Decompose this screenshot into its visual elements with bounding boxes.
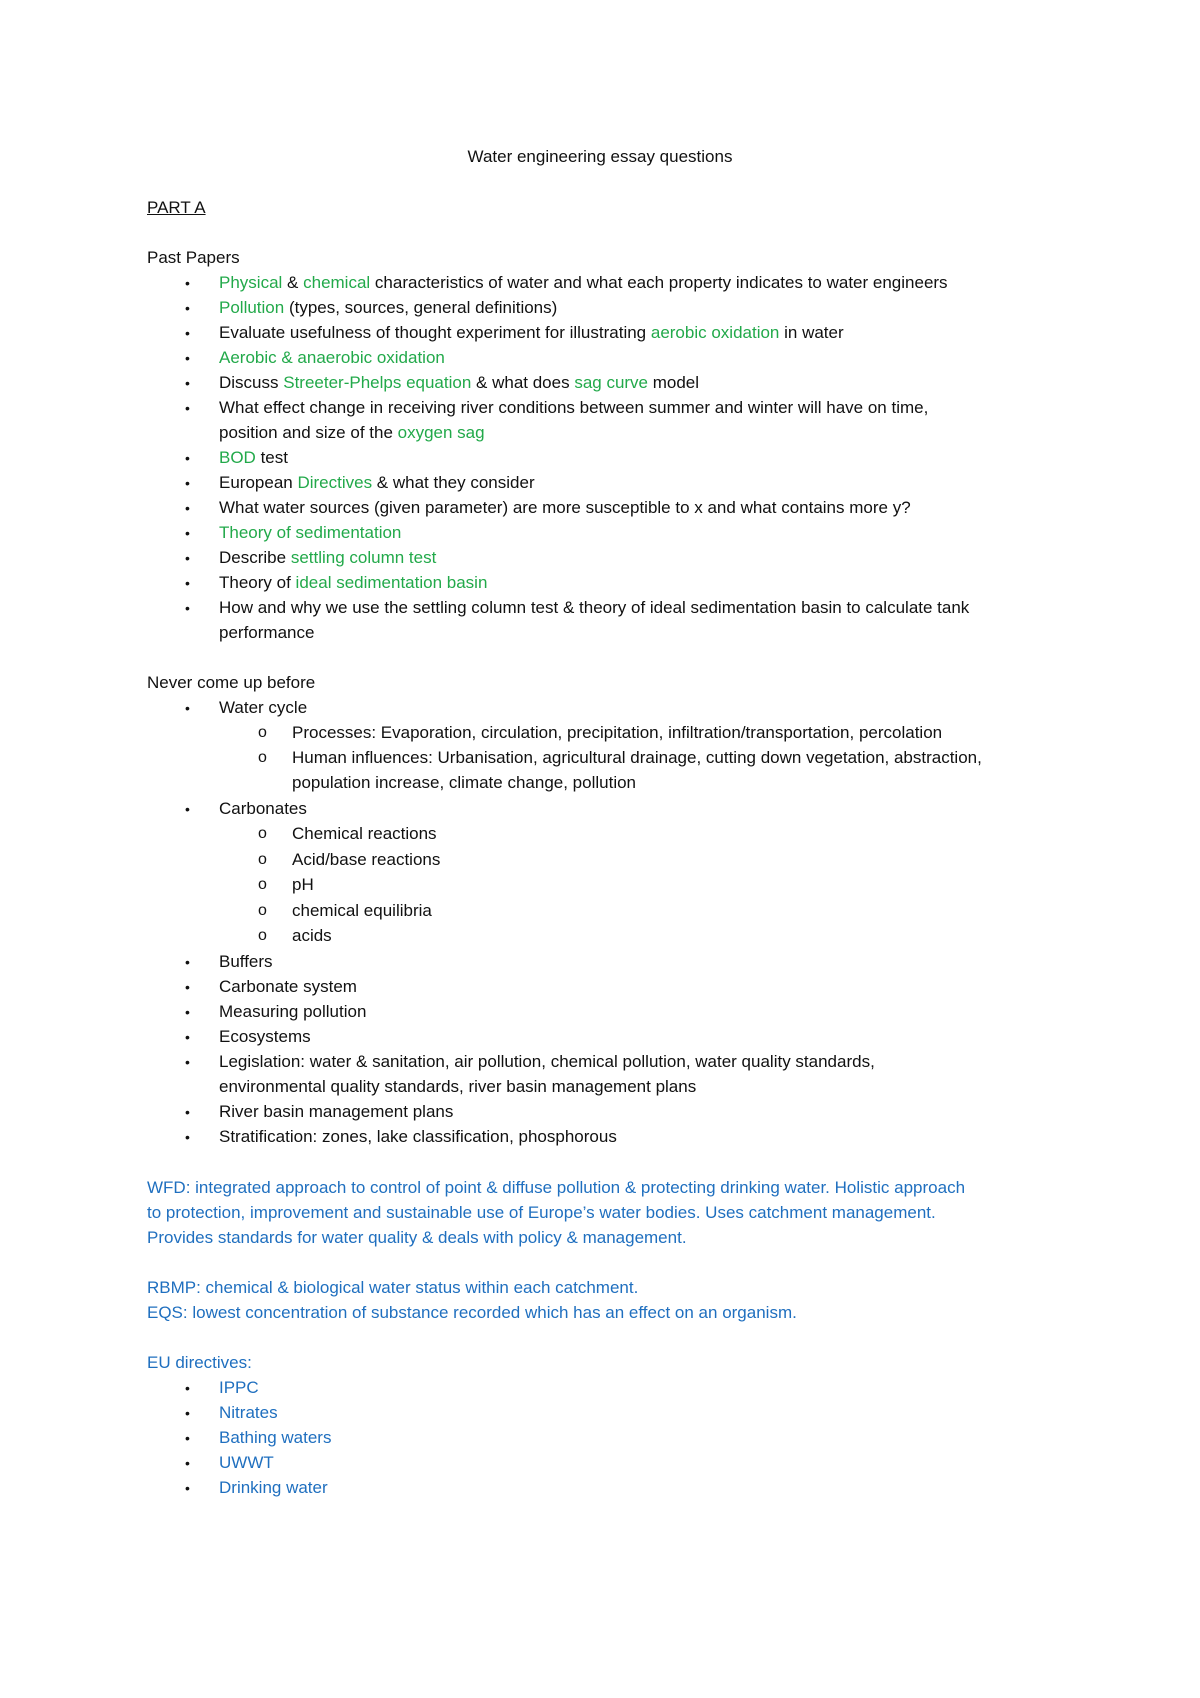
list-item — [219, 372, 699, 394]
text-segment: What effect change in receiving river conditions between summer and winter will have on time, — [219, 398, 929, 417]
highlighted-term: Aerobic & anaerobic oxidation — [219, 348, 445, 367]
highlighted-term: Theory of sedimentation — [219, 523, 402, 542]
text-segment: Describe — [219, 548, 291, 567]
past-papers-heading: Past Papers — [147, 248, 240, 267]
bullet-icon: • — [185, 1054, 190, 1070]
list-item — [219, 572, 487, 594]
highlighted-term: settling column test — [290, 548, 437, 567]
bullet-icon: • — [185, 954, 190, 970]
sub-bullet-icon: o — [258, 850, 267, 868]
bullet-icon: • — [185, 500, 190, 516]
text-segment: & what does — [471, 373, 575, 392]
highlighted-term: sag curve — [574, 373, 649, 392]
list-item: environmental quality standards, river basin management plans — [219, 1077, 697, 1096]
sub-list-item: population increase, climate change, pollution — [292, 773, 637, 792]
list-item-carbonates: Carbonates — [219, 799, 307, 818]
rbmp-line: RBMP: chemical & biological water status within each catchment. — [147, 1278, 639, 1297]
bullet-icon: • — [185, 400, 190, 416]
list-item: River basin management plans — [219, 1102, 454, 1121]
bullet-icon: • — [185, 550, 190, 566]
bullet-icon: • — [185, 525, 190, 541]
bullet-icon: • — [185, 1029, 190, 1045]
bullet-icon: • — [185, 275, 190, 291]
list-item — [219, 322, 844, 344]
text-segment: Theory of — [219, 573, 296, 592]
list-item: Ecosystems — [219, 1027, 311, 1046]
list-item — [219, 522, 401, 544]
sub-list-item: chemical equilibria — [292, 900, 432, 920]
highlighted-term: aerobic oxidation — [650, 323, 780, 342]
bullet-icon: • — [185, 1455, 190, 1471]
bullet-icon: • — [185, 350, 190, 366]
bullet-icon: • — [185, 575, 190, 591]
sub-bullet-icon: o — [258, 724, 267, 741]
list-item — [219, 272, 948, 294]
list-item — [219, 347, 445, 369]
sub-bullet-icon: o — [258, 749, 267, 766]
highlighted-term: chemical — [303, 273, 371, 292]
text-segment: in water — [779, 323, 844, 342]
highlighted-term: ideal sedimentation basin — [295, 573, 488, 592]
sub-bullet-icon: o — [258, 876, 267, 893]
eqs-line: EQS: lowest concentration of substance recorded which has an effect on an organism. — [147, 1303, 797, 1322]
sub-bullet-icon: o — [258, 927, 267, 944]
bullet-icon: • — [185, 979, 190, 995]
wfd-line: WFD: integrated approach to control of point & diffuse pollution & protecting drinking water. Holistic approach — [147, 1178, 966, 1197]
highlighted-term: Physical — [219, 273, 283, 292]
bullet-icon: • — [185, 325, 190, 341]
eu-directives-heading: EU directives: — [147, 1353, 252, 1372]
highlighted-term: oxygen sag — [397, 423, 485, 442]
text-segment: & — [282, 273, 304, 292]
bullet-icon: • — [185, 1129, 190, 1145]
list-item-water-cycle: Water cycle — [219, 698, 308, 717]
list-item — [219, 497, 911, 519]
text-segment: model — [648, 373, 700, 392]
highlighted-term: Streeter-Phelps equation — [283, 373, 472, 392]
list-item: Stratification: zones, lake classification, phosphorous — [219, 1127, 617, 1146]
text-segment: European — [219, 473, 298, 492]
part-a-heading: PART A — [147, 198, 206, 217]
never-come-up-heading: Never come up before — [147, 673, 316, 692]
bullet-icon: • — [185, 375, 190, 391]
bullet-icon: • — [185, 1480, 190, 1496]
list-item: Buffers — [219, 952, 273, 971]
list-item — [219, 297, 557, 319]
list-item — [219, 547, 436, 569]
wfd-line: Provides standards for water quality & deals with policy & management. — [147, 1228, 687, 1247]
sub-list-item: Acid/base reactions — [292, 849, 441, 869]
text-segment: position and size of the — [219, 423, 398, 442]
sub-list-item: Processes: Evaporation, circulation, precipitation, infiltration/transportation, percolation — [292, 723, 943, 742]
bullet-icon: • — [185, 450, 190, 466]
list-item: Legislation: water & sanitation, air pollution, chemical pollution, water quality standards, — [219, 1052, 875, 1071]
text-segment: Evaluate usefulness of thought experiment for illustrating — [219, 323, 651, 342]
highlighted-term: Pollution — [219, 298, 285, 317]
text-segment: & what they consider — [372, 473, 535, 492]
bullet-icon: • — [185, 1004, 190, 1020]
text-segment: performance — [219, 623, 315, 642]
eu-directive-item: Bathing waters — [219, 1428, 332, 1447]
sub-list-item: acids — [292, 926, 332, 945]
list-item: Carbonate system — [219, 977, 357, 996]
list-item — [219, 447, 288, 469]
bullet-icon: • — [185, 300, 190, 316]
list-item — [219, 597, 969, 619]
bullet-icon: • — [185, 475, 190, 491]
text-segment: How and why we use the settling column test & theory of ideal sedimentation basin to calculate tank — [219, 598, 970, 617]
bullet-icon: • — [185, 1430, 190, 1446]
text-segment: characteristics of water and what each property indicates to water engineers — [370, 273, 948, 292]
sub-list-item: pH — [292, 875, 314, 894]
sub-list-item: Chemical reactions — [292, 824, 437, 843]
bullet-icon: • — [185, 1104, 190, 1120]
text-segment: (types, sources, general definitions) — [284, 298, 558, 317]
list-item — [219, 422, 485, 444]
bullet-icon: • — [185, 600, 190, 616]
document-title: Water engineering essay questions — [467, 147, 733, 166]
list-item — [219, 622, 314, 644]
text-segment: What water sources (given parameter) are more susceptible to x and what contains more y? — [219, 498, 911, 517]
list-item — [219, 397, 928, 419]
eu-directive-item: Nitrates — [219, 1403, 278, 1422]
list-item: Measuring pollution — [219, 1002, 367, 1021]
highlighted-term: Directives — [297, 473, 373, 492]
eu-directive-item: Drinking water — [219, 1478, 328, 1497]
wfd-line: to protection, improvement and sustainable use of Europe’s water bodies. Uses catchment management. — [147, 1203, 936, 1222]
bullet-icon: • — [185, 1380, 190, 1396]
list-item — [219, 472, 535, 494]
bullet-icon: • — [185, 700, 190, 716]
eu-directive-item: UWWT — [219, 1453, 274, 1472]
sub-bullet-icon: o — [258, 825, 267, 842]
eu-directive-item: IPPC — [219, 1378, 259, 1397]
highlighted-term: BOD — [219, 448, 256, 467]
sub-list-item: Human influences: Urbanisation, agricultural drainage, cutting down vegetation, abstraction, — [292, 748, 982, 767]
bullet-icon: • — [185, 1405, 190, 1421]
text-segment: test — [255, 448, 288, 467]
bullet-icon: • — [185, 801, 190, 817]
sub-bullet-icon: o — [258, 901, 267, 919]
text-segment: Discuss — [219, 373, 284, 392]
